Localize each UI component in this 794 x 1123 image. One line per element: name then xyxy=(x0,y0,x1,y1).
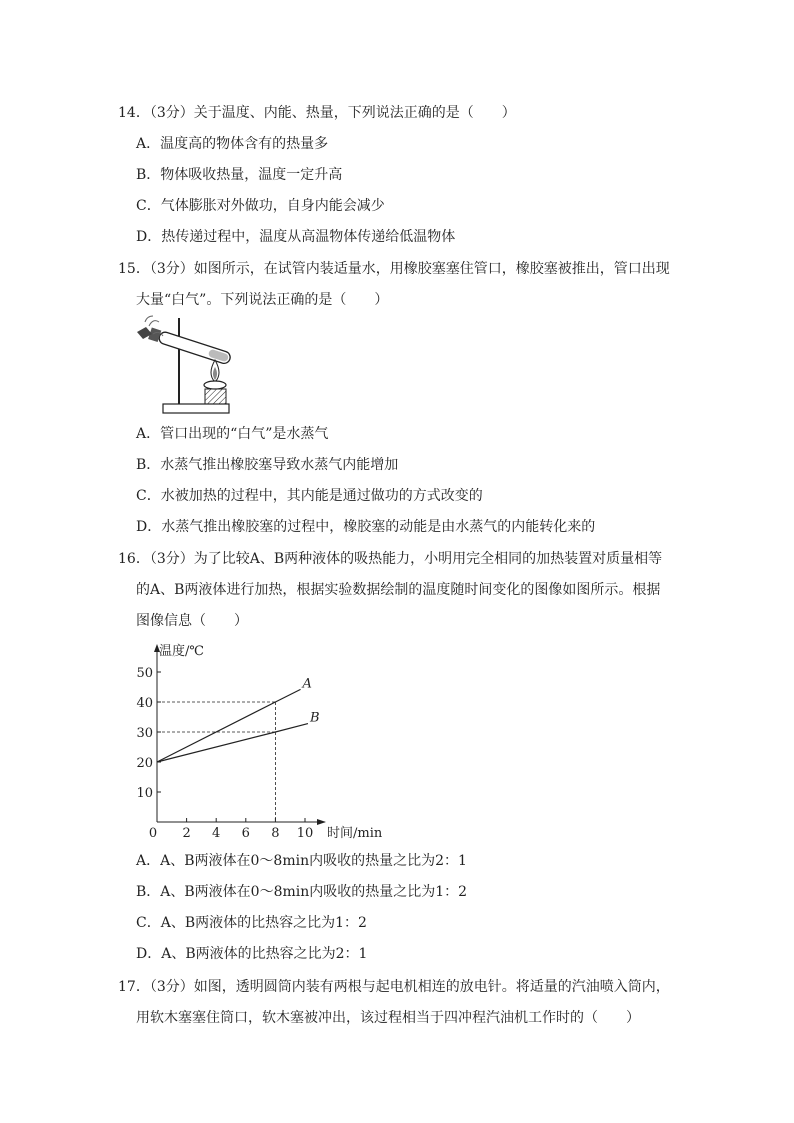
question-15-stem-line-1: 15．（3分）如图所示，在试管内装适量水，用橡胶塞塞住管口，橡胶塞被推出，管口出现 xyxy=(118,261,670,277)
series-label-b: B xyxy=(309,710,320,726)
question-15-option-d: D．水蒸气推出橡胶塞的过程中，橡胶塞的动能是由水蒸气的内能转化来的 xyxy=(136,519,596,535)
temperature-time-chart xyxy=(135,638,395,844)
y-tick-label: 50 xyxy=(136,666,153,681)
y-axis-label: 温度/℃ xyxy=(159,644,204,659)
y-tick-label: 20 xyxy=(136,756,153,771)
x-tick-label: 0 xyxy=(148,826,158,841)
x-tick-label: 8 xyxy=(271,826,280,841)
question-14-stem: 14．（3分）关于温度、内能、热量，下列说法正确的是（ ） xyxy=(118,105,516,121)
series-line-b xyxy=(157,724,308,762)
x-tick-label: 6 xyxy=(241,826,250,841)
question-16-option-c: C．A、B两液体的比热容之比为1：2 xyxy=(136,915,367,931)
question-15-option-c: C．水被加热的过程中，其内能是通过做功的方式改变的 xyxy=(136,488,483,504)
question-15-option-a: A．管口出现的“白气”是水蒸气 xyxy=(136,426,329,442)
question-16-option-a: A．A、B两液体在0～8min内吸收的热量之比为2：1 xyxy=(136,853,467,869)
y-tick-label: 40 xyxy=(136,696,153,711)
x-axis-label: 时间/min xyxy=(327,826,383,841)
x-axis-arrow xyxy=(317,819,326,825)
x-tick-label: 4 xyxy=(212,826,221,841)
question-16-stem-line-1: 16．（3分）为了比较A、B两种液体的吸热能力，小明用完全相同的加热装置对质量相等 xyxy=(118,551,663,567)
question-16-stem-line-2: 的A、B两液体进行加热，根据实验数据绘制的温度随时间变化的图像如图所示。根据 xyxy=(136,582,661,598)
series-line-a xyxy=(157,689,301,762)
x-tick-label: 2 xyxy=(182,826,191,841)
question-16-option-b: B．A、B两液体在0～8min内吸收的热量之比为1：2 xyxy=(136,884,468,900)
question-15-option-b: B．水蒸气推出橡胶塞导致水蒸气内能增加 xyxy=(136,457,399,473)
question-17-stem-line-1: 17．（3分）如图，透明圆筒内装有两根与起电机相连的放电针。将适量的汽油喷入筒内， xyxy=(118,979,670,995)
question-14-option-b: B．物体吸收热量，温度一定升高 xyxy=(136,167,343,183)
question-14-option-a: A．温度高的物体含有的热量多 xyxy=(136,136,329,152)
question-14-option-c: C．气体膨胀对外做功，自身内能会减少 xyxy=(136,198,385,214)
question-16-stem-line-3: 图像信息（ ） xyxy=(136,613,248,629)
question-15-stem-line-2: 大量“白气”。下列说法正确的是（ ） xyxy=(136,292,389,308)
y-tick-label: 10 xyxy=(136,786,153,801)
y-tick-label: 30 xyxy=(136,726,153,741)
test-tube-apparatus-figure xyxy=(135,312,245,418)
question-17-stem-line-2: 用软木塞塞住筒口，软木塞被冲出，该过程相当于四冲程汽油机工作时的（ ） xyxy=(136,1010,640,1026)
series-label-a: A xyxy=(302,676,312,692)
question-16-option-d: D．A、B两液体的比热容之比为2：1 xyxy=(136,946,368,962)
x-tick-label: 10 xyxy=(296,826,314,841)
question-14-option-d: D．热传递过程中，温度从高温物体传递给低温物体 xyxy=(136,229,456,245)
